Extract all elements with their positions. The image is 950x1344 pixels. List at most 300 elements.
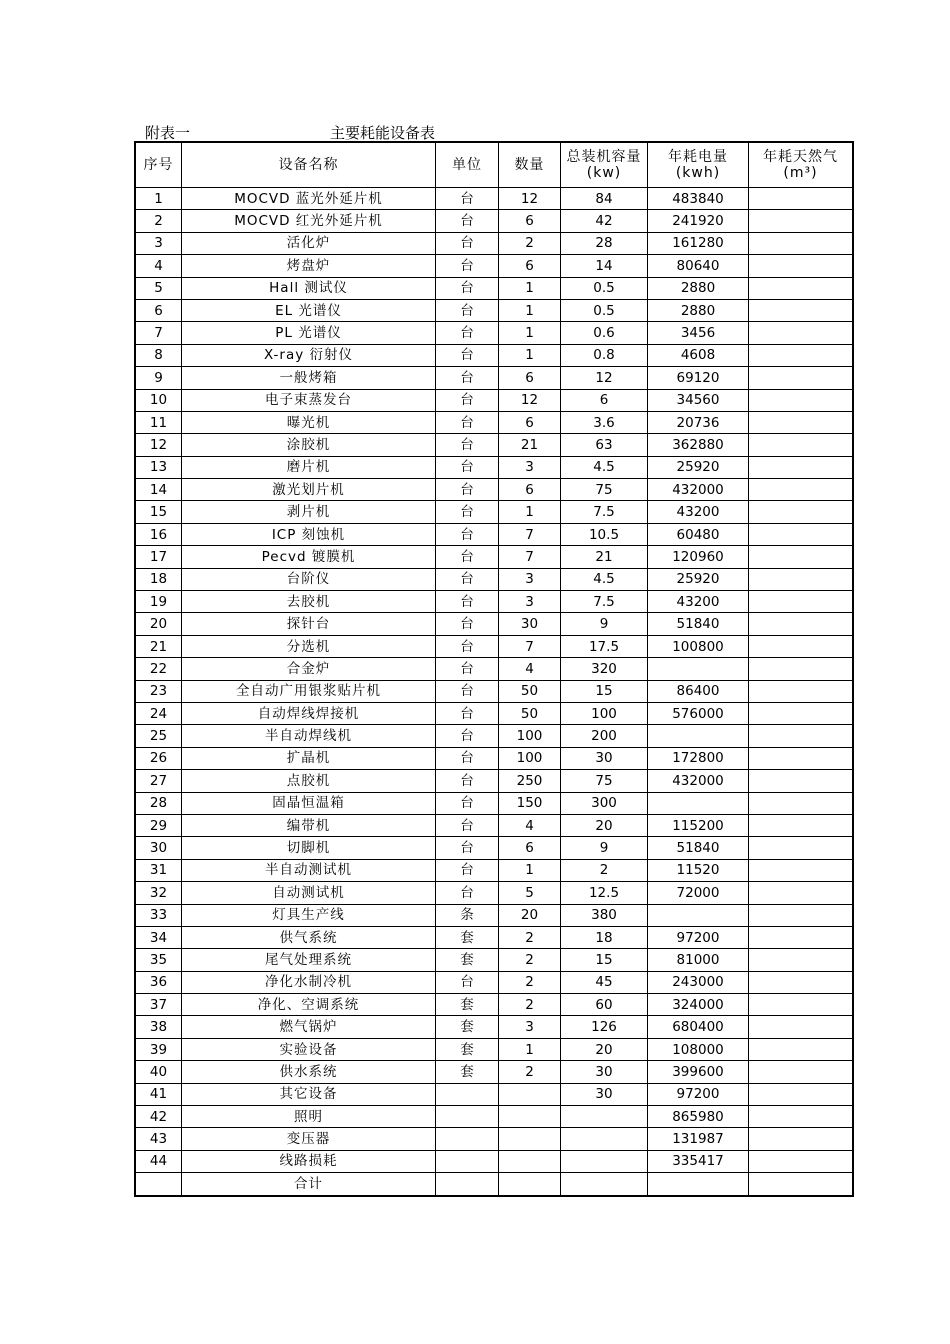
table-row	[135, 232, 853, 254]
cell-gas	[749, 568, 854, 590]
cell-kw: 45	[561, 971, 648, 993]
cell-no: 24	[135, 702, 182, 724]
header-gas: 年耗天然气(m³)	[749, 142, 854, 188]
cell-unit: 台	[436, 971, 499, 993]
cell-gas	[749, 188, 854, 210]
table-row	[135, 456, 853, 478]
cell-kwh: 362880	[648, 434, 749, 456]
cell-no: 19	[135, 591, 182, 613]
cell-kw: 0.6	[561, 322, 648, 344]
cell-no: 7	[135, 322, 182, 344]
cell-kwh: 115200	[648, 814, 749, 836]
table-row	[135, 479, 853, 501]
cell-kw: 42	[561, 210, 648, 232]
cell-no: 42	[135, 1106, 182, 1128]
cell-no: 31	[135, 859, 182, 881]
cell-unit: 台	[436, 725, 499, 747]
cell-name: 照明	[182, 1106, 436, 1128]
table-row	[135, 635, 853, 657]
cell-kw: 7.5	[561, 501, 648, 523]
cell-kw: 15	[561, 949, 648, 971]
table-row	[135, 1150, 853, 1172]
cell-no: 32	[135, 882, 182, 904]
cell-qty	[499, 1173, 561, 1196]
cell-qty	[499, 1083, 561, 1105]
cell-unit: 台	[436, 501, 499, 523]
cell-name: 自动测试机	[182, 882, 436, 904]
cell-no: 6	[135, 299, 182, 321]
cell-kw: 20	[561, 814, 648, 836]
cell-kwh	[648, 725, 749, 747]
cell-kw: 380	[561, 904, 648, 926]
cell-kwh: 2880	[648, 299, 749, 321]
cell-kwh: 172800	[648, 747, 749, 769]
cell-name: 变压器	[182, 1128, 436, 1150]
cell-no: 2	[135, 210, 182, 232]
cell-qty: 2	[499, 1061, 561, 1083]
cell-unit	[436, 1173, 499, 1196]
cell-no: 10	[135, 389, 182, 411]
cell-no: 37	[135, 994, 182, 1016]
cell-no: 33	[135, 904, 182, 926]
cell-name: 一般烤箱	[182, 367, 436, 389]
cell-kwh: 483840	[648, 188, 749, 210]
cell-gas	[749, 994, 854, 1016]
cell-gas	[749, 1173, 854, 1196]
cell-qty: 6	[499, 837, 561, 859]
cell-unit: 台	[436, 859, 499, 881]
cell-name: ICP 刻蚀机	[182, 523, 436, 545]
cell-unit	[436, 1150, 499, 1172]
cell-no: 21	[135, 635, 182, 657]
cell-kwh: 20736	[648, 411, 749, 433]
table-row	[135, 367, 853, 389]
cell-unit: 台	[436, 837, 499, 859]
cell-name: 尾气处理系统	[182, 949, 436, 971]
cell-name: 烤盘炉	[182, 255, 436, 277]
cell-kw: 84	[561, 188, 648, 210]
cell-kwh: 324000	[648, 994, 749, 1016]
cell-gas	[749, 882, 854, 904]
cell-no: 22	[135, 658, 182, 680]
table-row	[135, 546, 853, 568]
table-body	[135, 188, 853, 1196]
cell-unit: 台	[436, 322, 499, 344]
cell-kw: 21	[561, 546, 648, 568]
table-title: 主要耗能设备表	[330, 124, 436, 142]
cell-gas	[749, 546, 854, 568]
cell-kwh: 432000	[648, 770, 749, 792]
cell-name: MOCVD 红光外延片机	[182, 210, 436, 232]
cell-no: 30	[135, 837, 182, 859]
cell-name: 灯具生产线	[182, 904, 436, 926]
cell-unit: 套	[436, 1016, 499, 1038]
cell-kwh: 243000	[648, 971, 749, 993]
cell-name: 固晶恒温箱	[182, 792, 436, 814]
cell-qty: 250	[499, 770, 561, 792]
cell-qty: 2	[499, 994, 561, 1016]
cell-gas	[749, 501, 854, 523]
table-row	[135, 1173, 853, 1196]
table-row	[135, 523, 853, 545]
cell-kw: 0.5	[561, 277, 648, 299]
cell-kw: 200	[561, 725, 648, 747]
header-row	[135, 142, 853, 188]
cell-kwh: 97200	[648, 926, 749, 948]
cell-no: 15	[135, 501, 182, 523]
cell-gas	[749, 837, 854, 859]
cell-kwh	[648, 1173, 749, 1196]
cell-qty: 12	[499, 389, 561, 411]
cell-name: 实验设备	[182, 1038, 436, 1060]
cell-qty	[499, 1150, 561, 1172]
cell-name: 其它设备	[182, 1083, 436, 1105]
cell-kwh: 399600	[648, 1061, 749, 1083]
cell-name: 激光划片机	[182, 479, 436, 501]
cell-qty: 50	[499, 680, 561, 702]
cell-name: 半自动焊线机	[182, 725, 436, 747]
table-row	[135, 1016, 853, 1038]
cell-no: 35	[135, 949, 182, 971]
table-row	[135, 680, 853, 702]
cell-kwh: 120960	[648, 546, 749, 568]
cell-unit: 台	[436, 814, 499, 836]
table-row	[135, 859, 853, 881]
cell-unit: 台	[436, 635, 499, 657]
cell-no: 5	[135, 277, 182, 299]
cell-qty: 2	[499, 926, 561, 948]
cell-no: 11	[135, 411, 182, 433]
cell-unit: 套	[436, 1038, 499, 1060]
cell-kw: 320	[561, 658, 648, 680]
cell-kwh: 69120	[648, 367, 749, 389]
cell-unit	[436, 1083, 499, 1105]
cell-unit: 台	[436, 523, 499, 545]
table-row	[135, 1083, 853, 1105]
table-row	[135, 702, 853, 724]
table-row	[135, 344, 853, 366]
cell-qty: 20	[499, 904, 561, 926]
cell-kw: 60	[561, 994, 648, 1016]
cell-qty: 6	[499, 255, 561, 277]
cell-unit: 台	[436, 411, 499, 433]
cell-kw: 4.5	[561, 456, 648, 478]
cell-kwh: 25920	[648, 568, 749, 590]
cell-no: 17	[135, 546, 182, 568]
cell-kwh: 51840	[648, 613, 749, 635]
cell-unit: 条	[436, 904, 499, 926]
cell-no: 13	[135, 456, 182, 478]
cell-qty	[499, 1106, 561, 1128]
cell-kw	[561, 1128, 648, 1150]
cell-kw: 0.8	[561, 344, 648, 366]
cell-gas	[749, 411, 854, 433]
table-row	[135, 658, 853, 680]
cell-name: 电子束蒸发台	[182, 389, 436, 411]
cell-kwh: 43200	[648, 501, 749, 523]
cell-gas	[749, 344, 854, 366]
cell-kw: 75	[561, 479, 648, 501]
cell-name: 全自动广用银浆贴片机	[182, 680, 436, 702]
cell-gas	[749, 322, 854, 344]
cell-unit: 台	[436, 680, 499, 702]
cell-kwh: 108000	[648, 1038, 749, 1060]
cell-qty: 3	[499, 568, 561, 590]
cell-name: 线路损耗	[182, 1150, 436, 1172]
cell-unit: 台	[436, 255, 499, 277]
table-row	[135, 882, 853, 904]
cell-name: 点胶机	[182, 770, 436, 792]
cell-kwh: 131987	[648, 1128, 749, 1150]
cell-kwh: 680400	[648, 1016, 749, 1038]
table-row	[135, 299, 853, 321]
cell-qty: 2	[499, 232, 561, 254]
cell-gas	[749, 1106, 854, 1128]
cell-kwh: 241920	[648, 210, 749, 232]
cell-gas	[749, 904, 854, 926]
cell-no: 14	[135, 479, 182, 501]
cell-name: 涂胶机	[182, 434, 436, 456]
cell-gas	[749, 725, 854, 747]
cell-kw: 63	[561, 434, 648, 456]
cell-name: 分选机	[182, 635, 436, 657]
cell-gas	[749, 591, 854, 613]
cell-gas	[749, 814, 854, 836]
cell-unit: 台	[436, 232, 499, 254]
cell-unit: 台	[436, 568, 499, 590]
cell-no	[135, 1173, 182, 1196]
cell-qty: 1	[499, 322, 561, 344]
cell-unit: 台	[436, 367, 499, 389]
cell-unit: 台	[436, 344, 499, 366]
cell-no: 1	[135, 188, 182, 210]
cell-name: PL 光谱仪	[182, 322, 436, 344]
cell-no: 12	[135, 434, 182, 456]
header-name: 设备名称	[182, 142, 436, 188]
cell-kw: 14	[561, 255, 648, 277]
cell-gas	[749, 232, 854, 254]
cell-unit: 台	[436, 188, 499, 210]
table-row	[135, 1106, 853, 1128]
cell-kw	[561, 1150, 648, 1172]
cell-kw: 9	[561, 613, 648, 635]
cell-kw: 0.5	[561, 299, 648, 321]
cell-unit: 台	[436, 591, 499, 613]
cell-kw: 2	[561, 859, 648, 881]
cell-name: 切脚机	[182, 837, 436, 859]
cell-qty: 150	[499, 792, 561, 814]
cell-qty: 3	[499, 456, 561, 478]
table-row	[135, 1038, 853, 1060]
cell-no: 38	[135, 1016, 182, 1038]
cell-unit: 套	[436, 949, 499, 971]
cell-qty: 2	[499, 971, 561, 993]
cell-kwh: 335417	[648, 1150, 749, 1172]
cell-qty: 1	[499, 299, 561, 321]
cell-name: EL 光谱仪	[182, 299, 436, 321]
cell-gas	[749, 680, 854, 702]
cell-name: 净化、空调系统	[182, 994, 436, 1016]
cell-kwh: 576000	[648, 702, 749, 724]
cell-kw: 20	[561, 1038, 648, 1060]
cell-name: 曝光机	[182, 411, 436, 433]
cell-qty: 6	[499, 367, 561, 389]
table-row	[135, 255, 853, 277]
table-row	[135, 501, 853, 523]
cell-qty: 4	[499, 814, 561, 836]
cell-name: 编带机	[182, 814, 436, 836]
cell-no: 25	[135, 725, 182, 747]
cell-no: 43	[135, 1128, 182, 1150]
cell-qty: 3	[499, 591, 561, 613]
cell-unit: 台	[436, 479, 499, 501]
cell-qty: 100	[499, 747, 561, 769]
table-row	[135, 591, 853, 613]
cell-name: 供水系统	[182, 1061, 436, 1083]
table-row	[135, 837, 853, 859]
cell-gas	[749, 949, 854, 971]
cell-name: 去胶机	[182, 591, 436, 613]
cell-name: 台阶仪	[182, 568, 436, 590]
cell-no: 3	[135, 232, 182, 254]
cell-name: 自动焊线焊接机	[182, 702, 436, 724]
cell-kw: 18	[561, 926, 648, 948]
header-qty: 数量	[499, 142, 561, 188]
table-row	[135, 188, 853, 210]
cell-kwh: 86400	[648, 680, 749, 702]
cell-kwh: 81000	[648, 949, 749, 971]
cell-qty: 4	[499, 658, 561, 680]
cell-name: 探针台	[182, 613, 436, 635]
header-kwh: 年耗电量(kwh)	[648, 142, 749, 188]
table-row	[135, 770, 853, 792]
cell-kwh	[648, 658, 749, 680]
cell-kwh: 80640	[648, 255, 749, 277]
equipment-table	[134, 141, 854, 1197]
table-row	[135, 1128, 853, 1150]
table-row	[135, 434, 853, 456]
cell-qty: 2	[499, 949, 561, 971]
cell-kwh: 100800	[648, 635, 749, 657]
cell-gas	[749, 971, 854, 993]
table-row	[135, 949, 853, 971]
cell-qty: 7	[499, 523, 561, 545]
cell-unit: 台	[436, 456, 499, 478]
cell-kw: 100	[561, 702, 648, 724]
cell-unit: 台	[436, 747, 499, 769]
cell-no: 20	[135, 613, 182, 635]
cell-kw: 30	[561, 1083, 648, 1105]
cell-kwh: 161280	[648, 232, 749, 254]
cell-unit: 台	[436, 613, 499, 635]
cell-gas	[749, 702, 854, 724]
table-row	[135, 725, 853, 747]
cell-gas	[749, 859, 854, 881]
cell-qty: 100	[499, 725, 561, 747]
cell-gas	[749, 389, 854, 411]
cell-gas	[749, 747, 854, 769]
cell-kwh: 865980	[648, 1106, 749, 1128]
cell-kw: 4.5	[561, 568, 648, 590]
cell-no: 36	[135, 971, 182, 993]
cell-no: 9	[135, 367, 182, 389]
cell-kwh: 34560	[648, 389, 749, 411]
cell-kw: 30	[561, 747, 648, 769]
table-row	[135, 389, 853, 411]
cell-kwh: 3456	[648, 322, 749, 344]
cell-name: 磨片机	[182, 456, 436, 478]
cell-kw: 126	[561, 1016, 648, 1038]
cell-no: 39	[135, 1038, 182, 1060]
cell-name: 合计	[182, 1173, 436, 1196]
table-row	[135, 277, 853, 299]
cell-qty: 6	[499, 411, 561, 433]
cell-kwh	[648, 792, 749, 814]
table-row	[135, 411, 853, 433]
cell-unit: 台	[436, 277, 499, 299]
cell-gas	[749, 299, 854, 321]
cell-gas	[749, 456, 854, 478]
cell-kwh: 51840	[648, 837, 749, 859]
cell-qty: 6	[499, 210, 561, 232]
cell-kw: 3.6	[561, 411, 648, 433]
cell-no: 16	[135, 523, 182, 545]
cell-gas	[749, 926, 854, 948]
header-no: 序号	[135, 142, 182, 188]
cell-kw: 7.5	[561, 591, 648, 613]
cell-gas	[749, 658, 854, 680]
cell-unit: 台	[436, 546, 499, 568]
table-row	[135, 904, 853, 926]
cell-unit: 台	[436, 210, 499, 232]
cell-gas	[749, 770, 854, 792]
cell-name: 合金炉	[182, 658, 436, 680]
cell-kw	[561, 1106, 648, 1128]
cell-qty: 6	[499, 479, 561, 501]
cell-gas	[749, 792, 854, 814]
cell-gas	[749, 613, 854, 635]
cell-name: Pecvd 镀膜机	[182, 546, 436, 568]
cell-name: 供气系统	[182, 926, 436, 948]
cell-unit: 套	[436, 926, 499, 948]
cell-unit: 台	[436, 702, 499, 724]
header-kw: 总装机容量(kw)	[561, 142, 648, 188]
cell-qty: 50	[499, 702, 561, 724]
cell-kwh	[648, 904, 749, 926]
cell-kw: 300	[561, 792, 648, 814]
cell-kwh: 72000	[648, 882, 749, 904]
cell-gas	[749, 1016, 854, 1038]
cell-qty: 1	[499, 344, 561, 366]
cell-no: 23	[135, 680, 182, 702]
cell-kw: 30	[561, 1061, 648, 1083]
table-row	[135, 994, 853, 1016]
cell-gas	[749, 1150, 854, 1172]
cell-gas	[749, 434, 854, 456]
cell-gas	[749, 1061, 854, 1083]
cell-kwh: 25920	[648, 456, 749, 478]
cell-gas	[749, 277, 854, 299]
cell-name: 净化水制冷机	[182, 971, 436, 993]
cell-no: 27	[135, 770, 182, 792]
cell-name: 剥片机	[182, 501, 436, 523]
cell-name: Hall 测试仪	[182, 277, 436, 299]
cell-qty: 1	[499, 277, 561, 299]
cell-unit: 台	[436, 882, 499, 904]
table-row	[135, 568, 853, 590]
cell-kwh: 43200	[648, 591, 749, 613]
cell-no: 26	[135, 747, 182, 769]
